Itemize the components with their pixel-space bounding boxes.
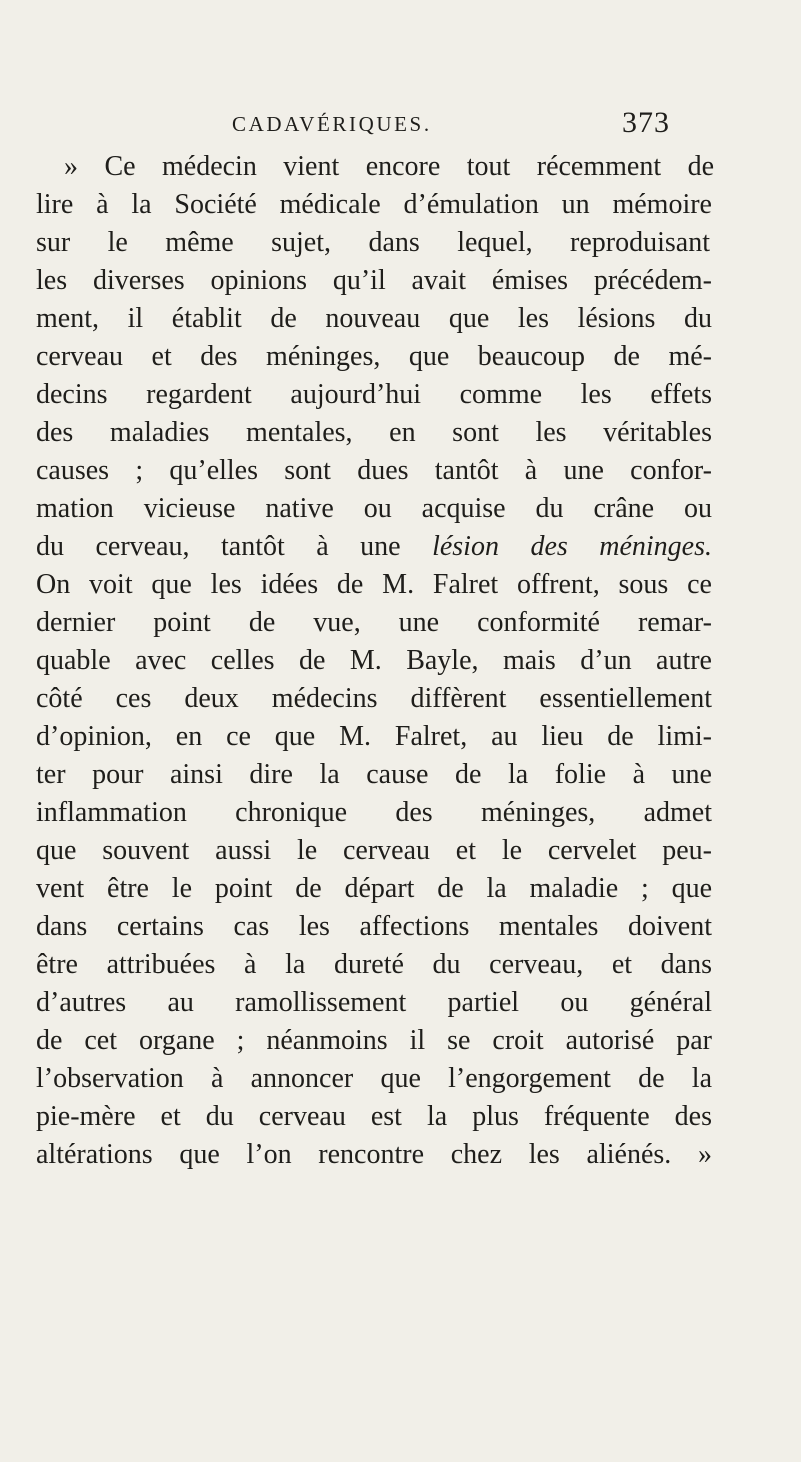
text-line: decins regardent aujourd’hui comme les effets [36, 379, 712, 410]
text-line: causes ; qu’elles sont dues tantôt à une confor- [36, 455, 712, 486]
text-line: d’opinion, en ce que M. Falret, au lieu de limi- [36, 721, 712, 752]
text-line: dans certains cas les affections mentales doivent [36, 911, 712, 942]
text-line: que souvent aussi le cerveau et le cervelet peu- [36, 835, 712, 866]
text-line: sur le même sujet, dans lequel, reproduisant [36, 227, 710, 258]
text-line: l’observation à annoncer que l’engorgement de la [36, 1063, 712, 1094]
text-line: côté ces deux médecins diffèrent essentiellement [36, 683, 712, 714]
page-number: 373 [622, 106, 670, 139]
running-head [0, 106, 801, 146]
text-line: » Ce médecin vient encore tout récemment de [64, 151, 714, 182]
text-line: mation vicieuse native ou acquise du crâne ou [36, 493, 712, 524]
text-line-roman: du cerveau, tantôt à une [36, 531, 433, 562]
text-line [36, 528, 712, 566]
text-line: pie-mère et du cerveau est la plus fréquente des [36, 1101, 712, 1132]
text-line: d’autres au ramollissement partiel ou général [36, 987, 712, 1018]
italic-phrase: lésion des méninges. [432, 531, 713, 562]
text-line: être attribuées à la dureté du cerveau, et dans [36, 949, 712, 980]
text-line: lire à la Société médicale d’émulation un mémoire [36, 189, 712, 220]
text-line: vent être le point de départ de la maladie ; que [36, 873, 712, 904]
text-line: ter pour ainsi dire la cause de la folie à une [36, 759, 712, 790]
text-line: dernier point de vue, une conformité remar- [36, 607, 712, 638]
running-title: CADAVÉRIQUES. [232, 112, 432, 136]
text-line: On voit que les idées de M. Falret offrent, sous ce [36, 569, 712, 600]
text-line: des maladies mentales, en sont les véritables [36, 417, 712, 448]
text-line: de cet organe ; néanmoins il se croit autorisé par [36, 1025, 712, 1056]
text-line: altérations que l’on rencontre chez les aliénés. » [36, 1139, 712, 1170]
text-line: quable avec celles de M. Bayle, mais d’un autre [36, 645, 712, 676]
text-line: ment, il établit de nouveau que les lésions du [36, 303, 712, 334]
text-line: les diverses opinions qu’il avait émises précédem- [36, 265, 712, 296]
text-line: inflammation chronique des méninges, admet [36, 797, 712, 828]
text-line: cerveau et des méninges, que beaucoup de mé- [36, 341, 712, 372]
